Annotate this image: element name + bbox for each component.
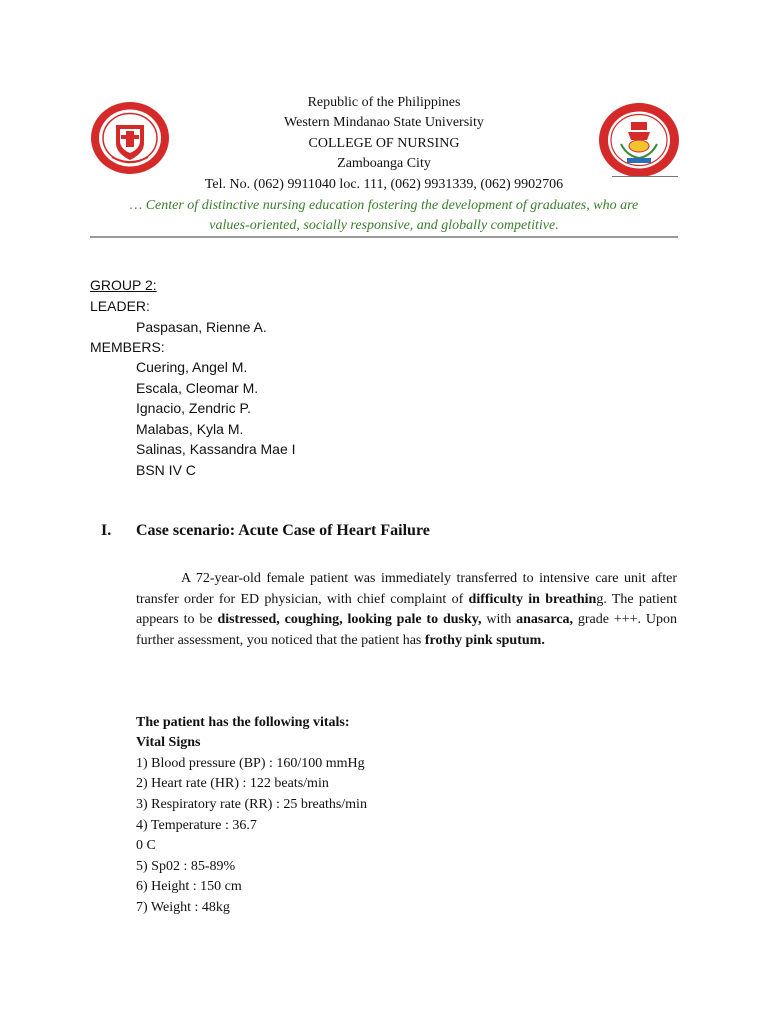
group-title: GROUP 2: — [90, 277, 157, 293]
leader-name: Paspasan, Rienne A. — [136, 319, 267, 335]
header-college: COLLEGE OF NURSING — [308, 136, 460, 151]
scenario-bold-text: distressed, coughing, looking pale to dusky, — [217, 612, 482, 627]
vital-item: 2) Heart rate (HR) : 122 beats/min — [136, 776, 329, 791]
leader-label: LEADER: — [90, 298, 150, 314]
scenario-bold-text: anasarca, — [516, 612, 574, 627]
vitals-heading: Vital Signs — [136, 735, 201, 750]
member-item: Ignacio, Zendric P. — [136, 400, 251, 416]
section-title: Case scenario: Acute Case of Heart Failure — [136, 522, 430, 539]
vital-item: 7) Weight : 48kg — [136, 900, 230, 915]
scenario-text: with — [481, 612, 517, 627]
header-city: Zamboanga City — [337, 156, 431, 171]
tagline-line-2: values-oriented, socially responsive, and globally competitive. — [209, 218, 559, 233]
header-tagline — [90, 196, 678, 236]
members-label: MEMBERS: — [90, 339, 165, 355]
vital-item: 0 C — [136, 838, 156, 853]
section-number: I. — [101, 522, 112, 539]
header-country: Republic of the Philippines — [307, 95, 461, 110]
header-telephone: Tel. No. (062) 9911040 loc. 111, (062) 9931339, (062) 9902706 — [204, 177, 564, 192]
header-university: Western Mindanao State University — [284, 115, 484, 130]
vitals-intro: The patient has the following vitals: — [136, 715, 350, 730]
header-divider — [90, 236, 678, 238]
vital-item: 3) Respiratory rate (RR) : 25 breaths/min — [136, 797, 367, 812]
scenario-text: A 72-year-old female patient was immediately transferred to intensive care unit after transfer order for ED physician, with chief complaint of — [136, 571, 677, 607]
member-item: Malabas, Kyla M. — [136, 421, 244, 437]
member-item: Cuering, Angel M. — [136, 359, 248, 375]
vital-item: 4) Temperature : 36.7 — [136, 818, 257, 833]
class-section: BSN IV C — [136, 462, 196, 478]
vital-item: 5) Sp02 : 85-89% — [136, 859, 236, 874]
vital-item: 6) Height : 150 cm — [136, 879, 242, 894]
scenario-bold-text: frothy pink sputum. — [424, 632, 545, 648]
member-item: Salinas, Kassandra Mae I — [136, 441, 296, 457]
scenario-bold-text: difficulty in breathin — [468, 591, 597, 607]
scenario-text: g. The patient appears to be — [136, 591, 678, 627]
member-item: Escala, Cleomar M. — [136, 380, 259, 396]
tagline-line-1: … Center of distinctive nursing education fostering the development of graduates, who are — [129, 198, 639, 213]
vital-item: 1) Blood pressure (BP) : 160/100 mmHg — [136, 756, 365, 771]
scenario-paragraph — [136, 569, 677, 651]
scenario-text: grade +++. Upon further assessment, you noticed that the patient has — [136, 612, 677, 648]
